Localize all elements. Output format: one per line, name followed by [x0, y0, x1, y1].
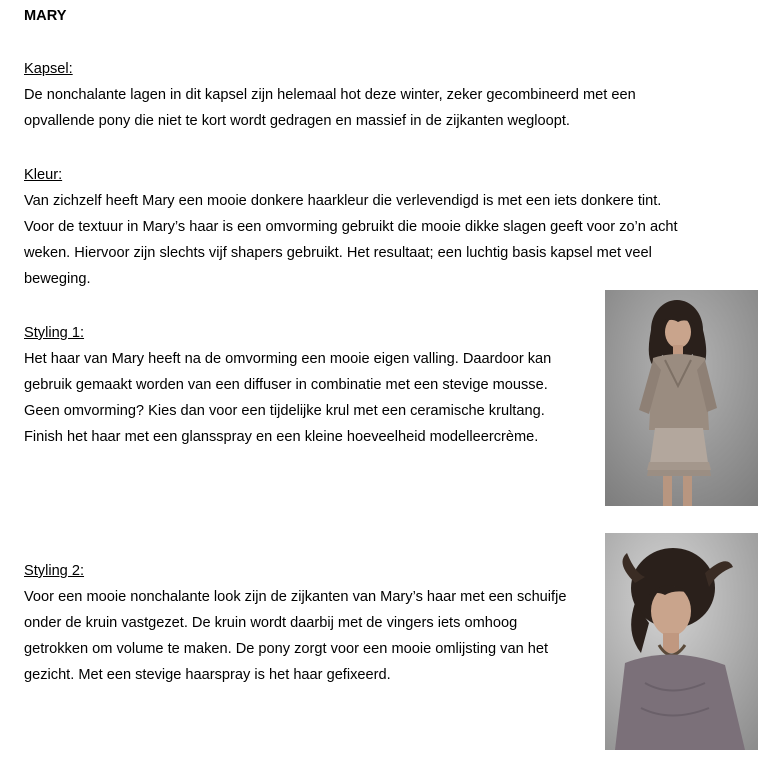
section-kleur [24, 162, 678, 292]
section-heading: Kapsel: [24, 61, 73, 77]
section-heading: Styling 1: [24, 325, 85, 341]
text-line: Voor de textuur in Mary’s haar is een omvorming gebruikt die mooie dikke slagen geeft voor zo’n acht [24, 219, 678, 235]
text-line: gezicht. Met een stevige haarspray is het haar gefixeerd. [24, 667, 391, 683]
text-line: Geen omvorming? Kies dan voor een tijdelijke krul met een ceramische krultang. [24, 403, 545, 419]
model-photo-styling-2 [605, 533, 758, 750]
section-kapsel [24, 56, 636, 134]
text-line: weken. Hiervoor zijn slechts vijf shapers gebruikt. Het resultaat; een luchtig basis kapsel met veel [24, 245, 652, 261]
model-photo-styling-1 [605, 290, 758, 506]
text-line: Finish het haar met een glansspray en een kleine hoeveelheid modelleercrème. [24, 429, 539, 445]
text-line: gebruik gemaakt worden van een diffuser in combinatie met een stevige mousse. [24, 377, 548, 393]
text-line: beweging. [24, 271, 91, 287]
text-line: De nonchalante lagen in dit kapsel zijn helemaal hot deze winter, zeker gecombineerd met een [24, 87, 636, 103]
section-heading: Styling 2: [24, 563, 85, 579]
text-line: Voor een mooie nonchalante look zijn de zijkanten van Mary’s haar met een schuifje [24, 589, 567, 605]
section-styling-1 [24, 320, 551, 450]
text-line: opvallende pony die niet te kort wordt gedragen en massief in de zijkanten wegloopt. [24, 113, 570, 129]
section-styling-2 [24, 558, 566, 688]
text-line: Het haar van Mary heeft na de omvorming een mooie eigen valling. Daardoor kan [24, 351, 552, 367]
text-line: Van zichzelf heeft Mary een mooie donkere haarkleur die verlevendigd is met een iets donkere tint. [24, 193, 662, 209]
text-line: getrokken om volume te maken. De pony zorgt voor een mooie omlijsting van het [24, 641, 549, 657]
document-title: MARY [24, 8, 67, 24]
section-heading: Kleur: [24, 167, 63, 183]
text-line: onder de kruin vastgezet. De kruin wordt daarbij met de vingers iets omhoog [24, 615, 518, 631]
